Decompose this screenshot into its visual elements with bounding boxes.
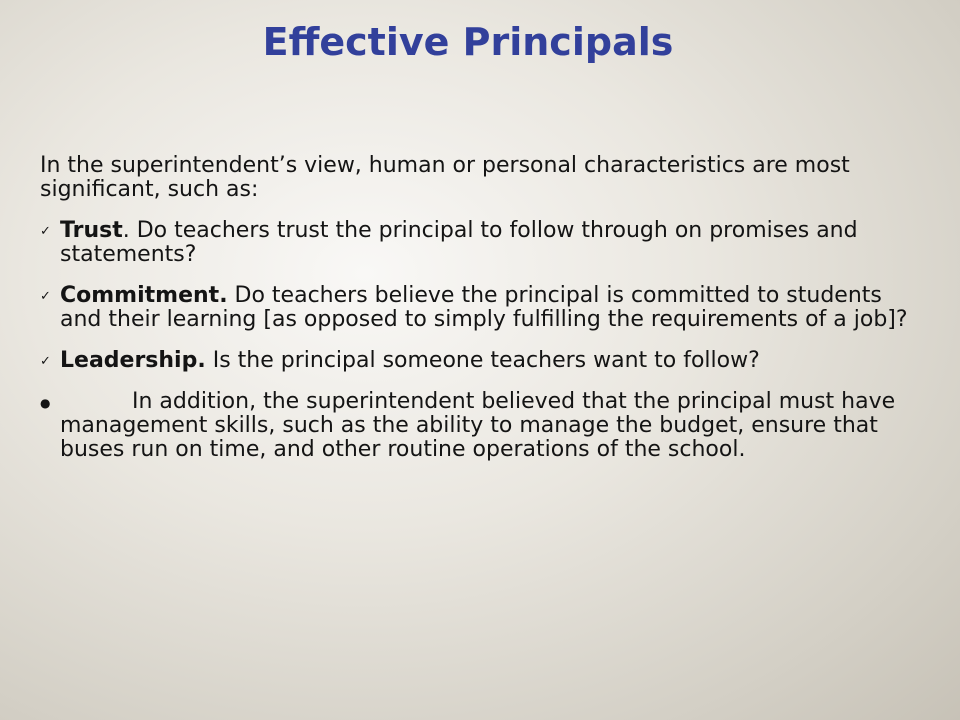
item-text: In addition, the superintendent believed that the principal must have management skills, such as the ability to manage the budget, ensure that buses run on time, and other routine operations of the school.	[60, 389, 896, 462]
list-item-leadership	[40, 349, 920, 373]
slide-title: Effective Principals	[262, 20, 674, 64]
item-term: Leadership.	[60, 348, 206, 373]
characteristics-list	[40, 219, 920, 462]
item-text: . Do teachers trust the principal to follow through on promises and statements?	[60, 218, 858, 267]
checkmark-icon: ✓	[40, 354, 51, 369]
item-term: Commitment.	[60, 283, 228, 308]
item-text: Is the principal someone teachers want to follow?	[205, 348, 760, 373]
list-item-management	[40, 390, 920, 462]
bullet-icon: ●	[40, 396, 51, 410]
checkmark-icon: ✓	[40, 224, 51, 239]
item-term: Trust	[60, 218, 123, 243]
list-item-commitment	[40, 284, 920, 332]
slide-body	[40, 154, 920, 479]
item-text: Do teachers believe the principal is committed to students and their learning [as opposed to simply fulfilling the requirements of a job]?	[60, 283, 908, 332]
intro-text: In the superintendent’s view, human or personal characteristics are most significant, such as:	[40, 153, 850, 202]
list-item-trust	[40, 219, 920, 267]
checkmark-icon: ✓	[40, 289, 51, 304]
